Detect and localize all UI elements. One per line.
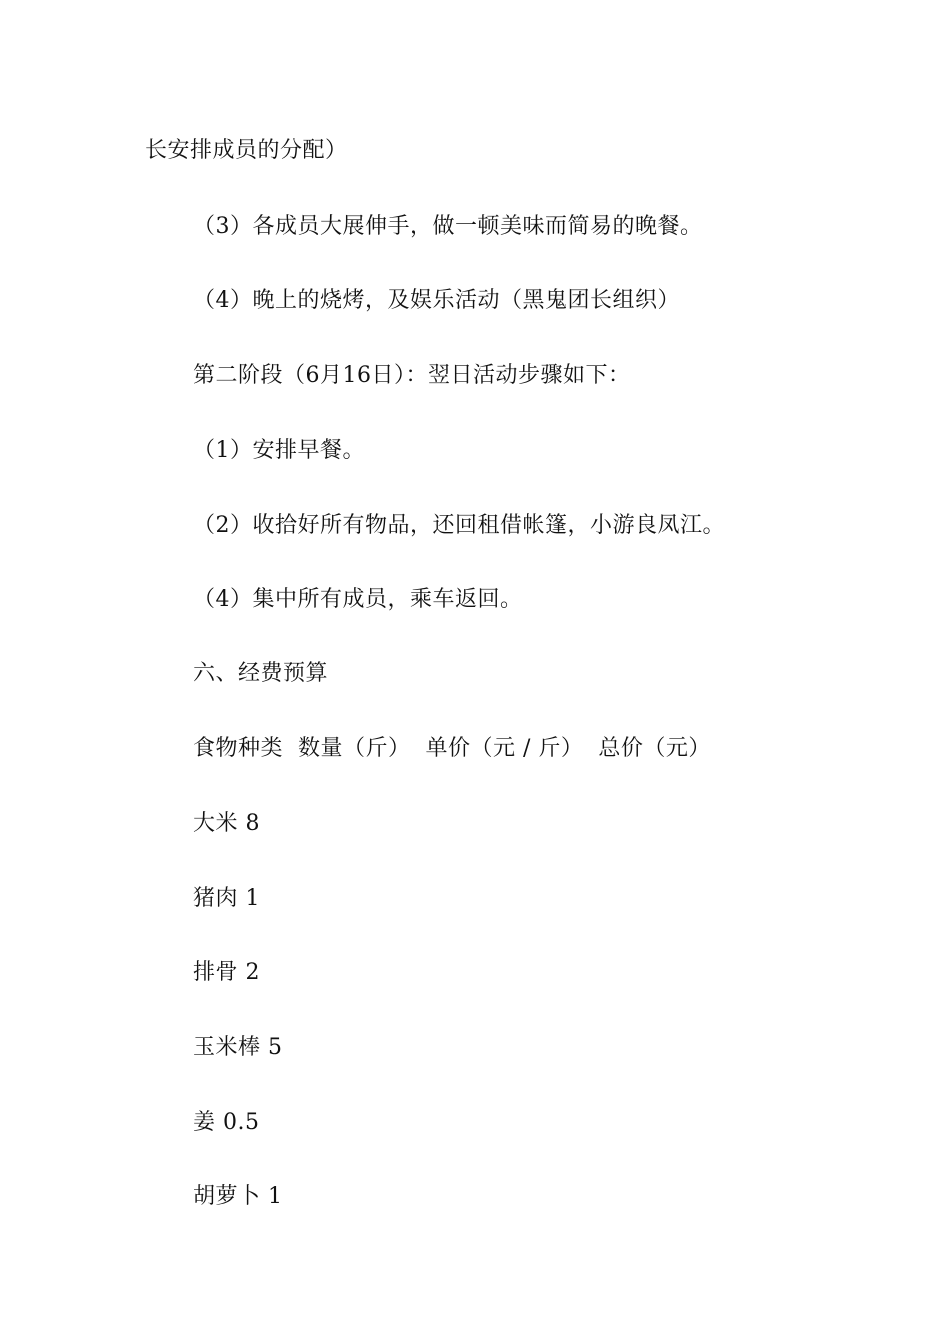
section-heading-budget: 六、经费预算 [193,661,329,686]
budget-item-corn: 玉米棒 5 [193,1035,283,1060]
text-line-continuation: 长安排成员的分配） [145,138,348,163]
budget-item-carrot: 胡萝卜 1 [193,1184,283,1209]
budget-item-ribs: 排骨 2 [193,960,260,985]
budget-item-pork: 猪肉 1 [193,886,260,911]
text-line-step-3-dinner: （3）各成员大展伸手，做一顿美味而简易的晚餐。 [193,214,703,239]
text-line-pack-up: （2）收拾好所有物品，还回租借帐篷，小游良凤江。 [193,513,725,538]
budget-table-header: 食物种类 数量（斤） 单价（元 / 斤） 总价（元） [193,736,711,761]
text-line-breakfast: （1）安排早餐。 [193,438,365,463]
budget-item-rice: 大米 8 [193,811,260,836]
budget-item-ginger: 姜 0.5 [193,1110,260,1135]
text-line-return: （4）集中所有成员，乘车返回。 [193,587,523,612]
text-line-stage-two-heading: 第二阶段（6月16日）：翌日活动步骤如下： [193,363,631,388]
text-line-step-4-bbq: （4）晚上的烧烤，及娱乐活动（黑鬼团长组织） [193,288,680,313]
